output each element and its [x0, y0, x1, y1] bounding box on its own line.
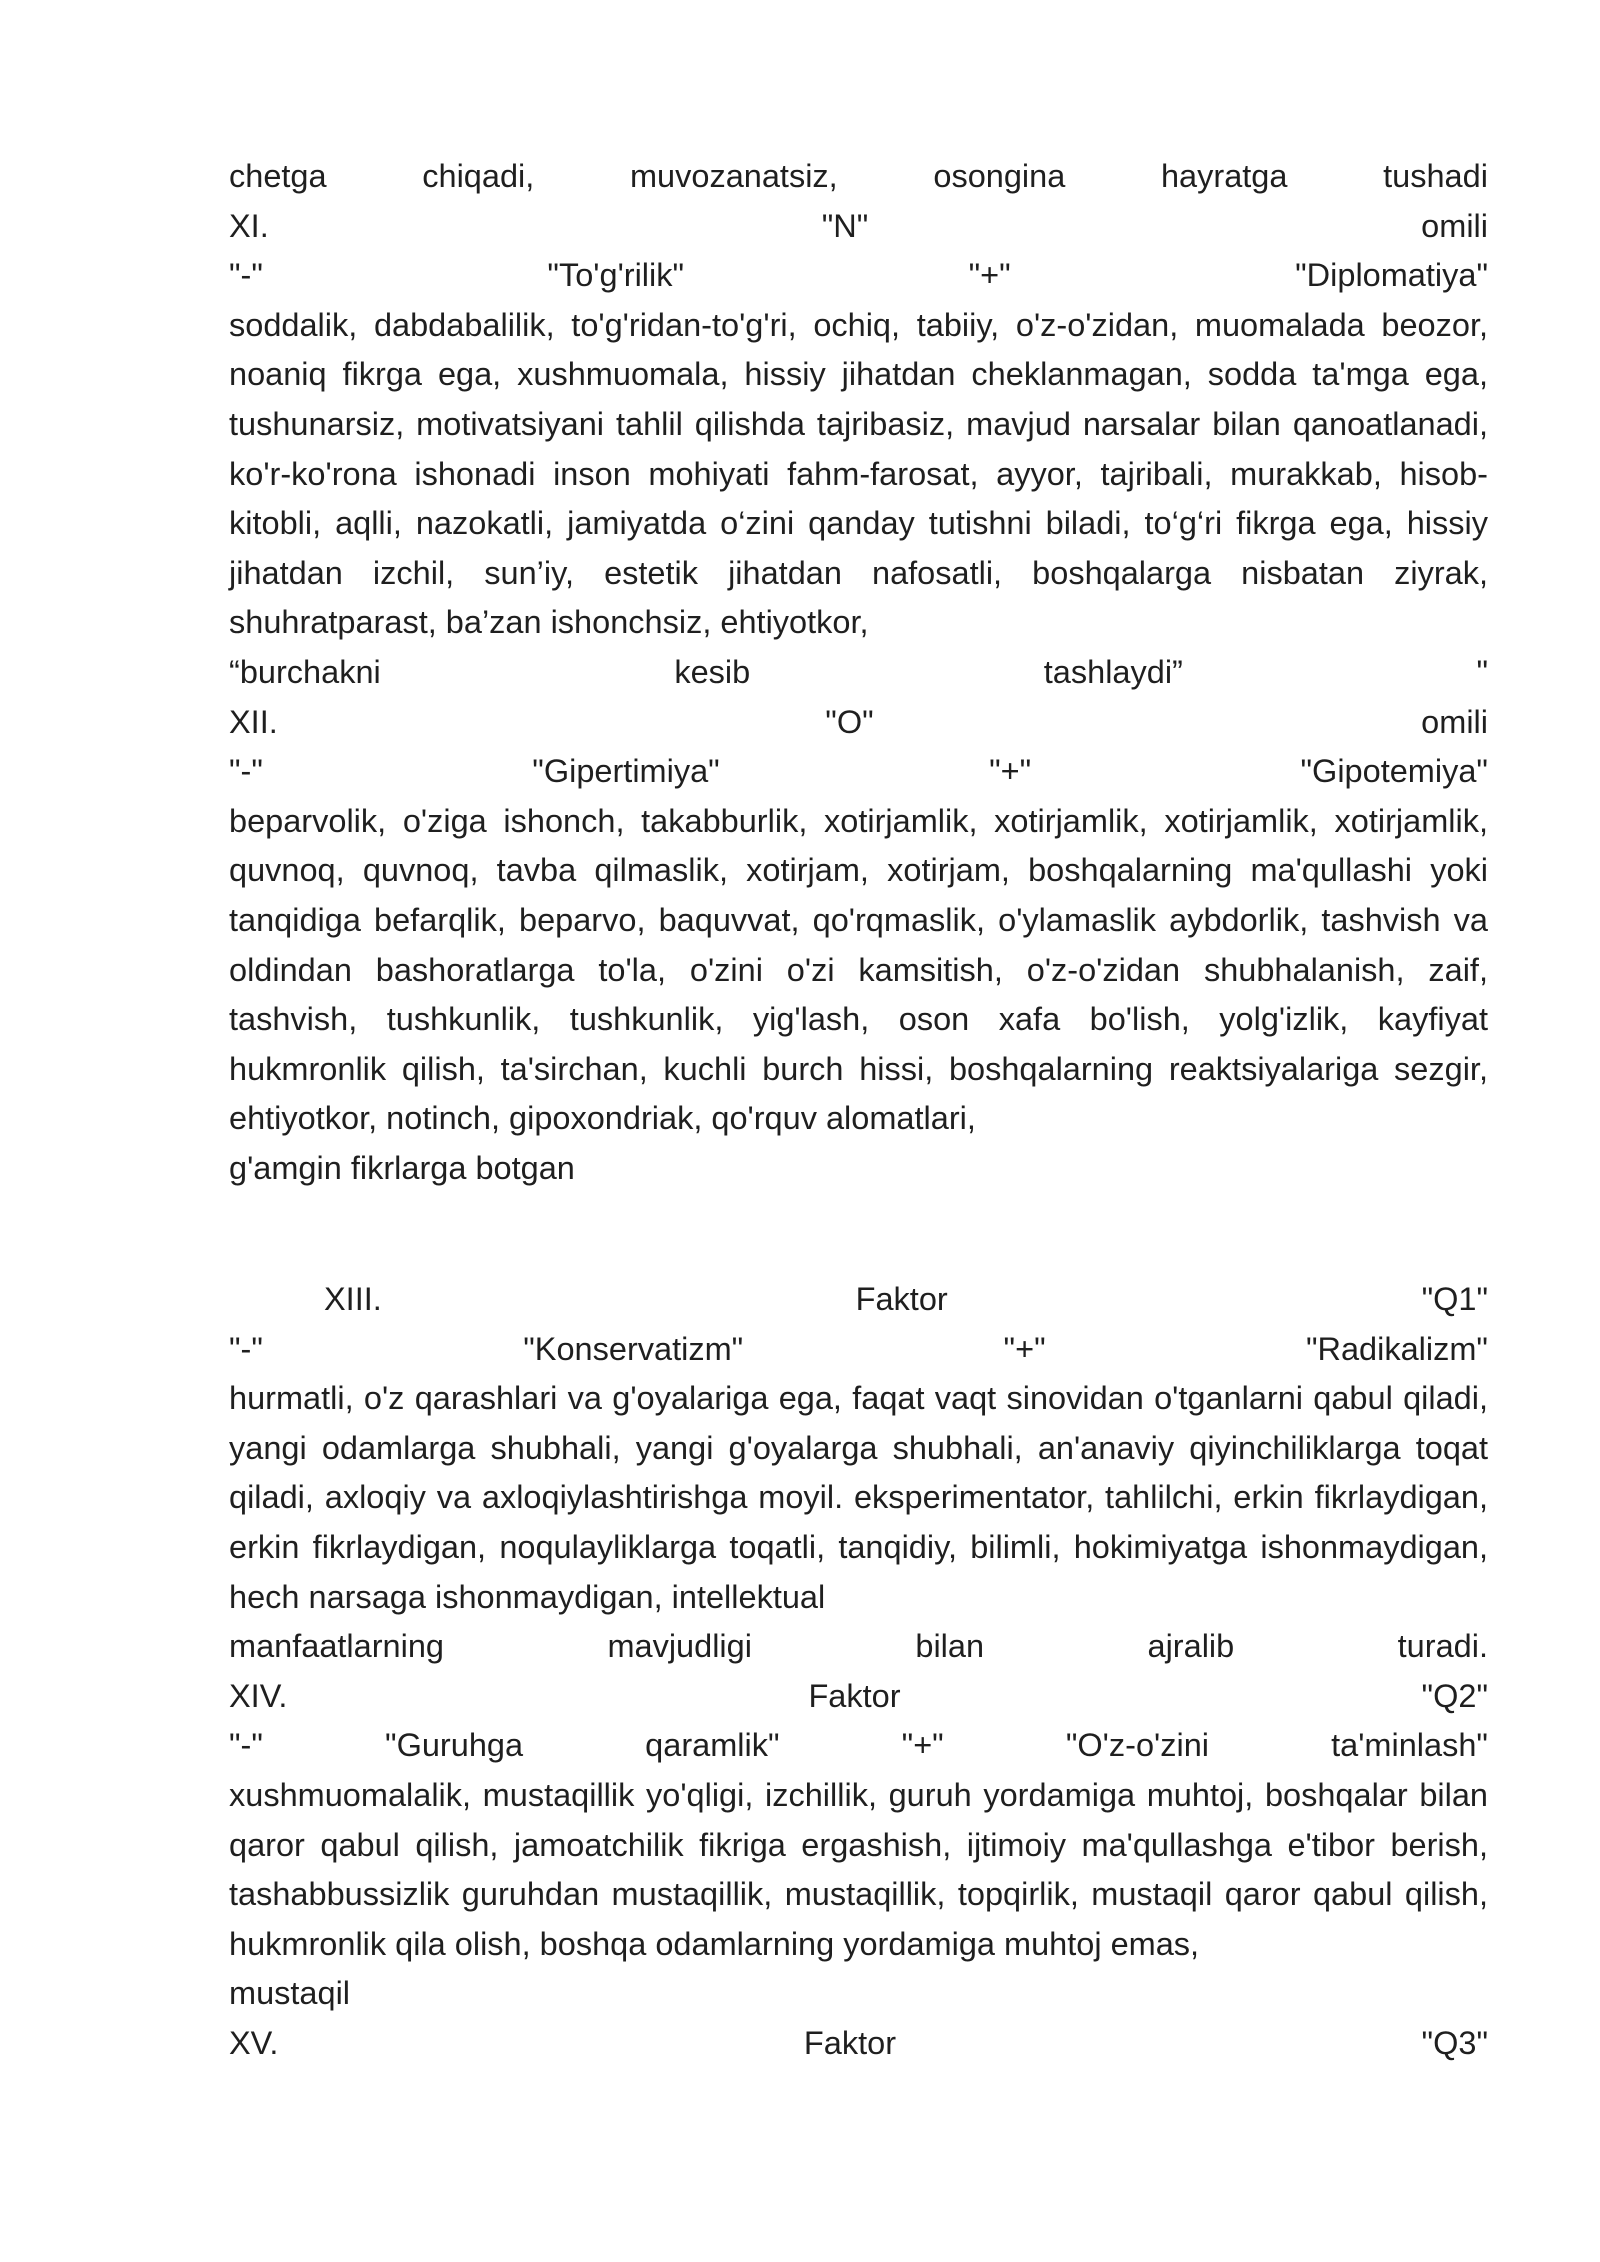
word: bilan: [915, 1628, 985, 1665]
factor-description-xii: beparvolik, o'ziga ishonch, takabburlik, xotirjamlik, xotirjamlik, xotirjamlik, xotirjamlik, quvnoq, quvnoq, tavba qilmaslik, xotirjam, xotirjam, boshqalarning ma'qullashi yoki tanqidiga befarqlik, beparvo, baquvvat, qo'rqmaslik, o'ylamaslik aybdorlik, tashvish va oldindan bashoratlarga to'la, o'zini o'zi kamsitish, o'z-o'zidan shubhalanish, zaif, tashvish, tushkunlik, tushkunlik, yig'lash, oson xafa bo'lish, yolg'izlik, kayfiyat hukmronlik qilish, ta'sirchan, kuchli burch hissi, boshqalarning reaktsiyalariga sezgir, ehtiyotkor, notinch, gipoxondriak, qo'rquv alomatlari,: [229, 802, 1488, 1137]
plus-sign: "+": [989, 753, 1032, 790]
factor-number: XII.: [229, 703, 278, 740]
positive-pole: "Gipotemiya": [1300, 753, 1488, 790]
negative-pole: "Gipertimiya": [532, 753, 720, 790]
word: muvozanatsiz,: [629, 158, 838, 194]
positive-pole-word: ta'minlash": [1331, 1727, 1488, 1764]
minus-sign: "-": [229, 1330, 263, 1367]
factor-code: "Q1": [1421, 1281, 1488, 1317]
factor-poles-xiii: [229, 1325, 1488, 1375]
negative-pole: "Konservatizm": [523, 1330, 744, 1367]
factor-number: XIII.: [324, 1281, 382, 1317]
word: ajralib: [1147, 1628, 1235, 1665]
positive-pole: "Radikalizm": [1305, 1330, 1488, 1367]
factor-label: Faktor: [855, 1281, 948, 1317]
factor-code: "Q3": [1421, 2024, 1488, 2061]
factor-number: XV.: [229, 2024, 279, 2061]
minus-sign: "-": [229, 257, 263, 294]
factor-section-n-o: [229, 152, 1488, 1193]
factor-label: omili: [1421, 703, 1488, 740]
factor-number: XIV.: [229, 1677, 288, 1714]
word: kesib: [674, 653, 751, 690]
minus-sign: "-": [229, 1727, 263, 1764]
positive-pole: "Diplomatiya": [1295, 257, 1488, 294]
factor-poles-xi: [229, 251, 1488, 301]
word: chiqadi,: [422, 158, 535, 194]
negative-pole: "To'g'rilik": [547, 257, 685, 294]
factor-code: "Q2": [1421, 1677, 1488, 1714]
factor-label: Faktor: [808, 1677, 901, 1714]
word: ": [1476, 653, 1488, 690]
word: manfaatlarning: [229, 1628, 444, 1665]
word: osongina: [933, 158, 1066, 194]
factor-number: XI.: [229, 207, 269, 244]
factor-section-q: [229, 1275, 1488, 2069]
positive-pole-word: "O'z-o'zini: [1065, 1727, 1209, 1764]
negative-pole-word: "Guruhga: [385, 1727, 524, 1764]
factor-poles-xii: [229, 747, 1488, 797]
factor-heading-xiii: [229, 1275, 1488, 1325]
word: tashlaydi”: [1043, 653, 1183, 690]
word: mavjudligi: [607, 1628, 752, 1665]
factor-description-xi: soddalik, dabdabalilik, to'g'ridan-to'g'ri, ochiq, tabiiy, o'z-o'zidan, muomalada beozor, noaniq fikrga ega, xushmuomala, hissiy jihatdan cheklanmagan, sodda ta'mga ega, tushunarsiz, motivatsiyani tahlil qilishda tajribasiz, mavjud narsalar bilan qanoatlanadi, ko'r-ko'rona ishonadi inson mohiyati fahm-farosat, ayyor, tajribali, murakkab, hisob-kitobli, aqlli, nazokatli, jamiyatda o‘zini qanday tutishni biladi, to‘g‘ri fikrga ega, hissiy jihatdan izchil, sun’iy, estetik jihatdan nafosatli, boshqalarga nisbatan ziyrak, shuhratparast, ba’zan ishonchsiz, ehtiyotkor,: [229, 306, 1488, 641]
text-line: [229, 1622, 1488, 1672]
factor-poles-xiv: [229, 1721, 1488, 1771]
factor-label: Faktor: [803, 2024, 897, 2061]
factor-heading-xii: [229, 698, 1488, 748]
factor-code: "N": [821, 207, 869, 244]
factor-description-xiii: hurmatli, o'z qarashlari va g'oyalariga ega, faqat vaqt sinovidan o'tganlarni qabul qiladi, yangi odamlarga shubhali, yangi g'oyalarga shubhali, an'anaviy qiyinchiliklarga toqat qiladi, axloqiy va axloqiylashtirishga moyil. eksperimentator, tahlilchi, erkin fikrlaydigan, erkin fikrlaydigan, noqulayliklarga toqatli, tanqidiy, bilimli, hokimiyatga ishonmaydigan, hech narsaga ishonmaydigan, intellektual: [229, 1380, 1488, 1615]
negative-pole-word: qaramlik": [645, 1727, 780, 1764]
plus-sign: "+": [901, 1727, 944, 1764]
text-line-last: mustaqil: [229, 1975, 351, 2012]
minus-sign: "-": [229, 753, 263, 790]
text-line: [229, 648, 1488, 698]
word: turadi.: [1397, 1628, 1488, 1665]
text-line: [229, 152, 1488, 202]
factor-heading-xi: [229, 202, 1488, 252]
factor-heading-xiv: [229, 1672, 1488, 1722]
word: “burchakni: [229, 653, 381, 690]
word: hayratga: [1160, 158, 1288, 194]
word: chetga: [229, 158, 327, 194]
factor-label: omili: [1421, 207, 1488, 244]
word: tushadi: [1383, 158, 1488, 194]
plus-sign: "+": [968, 257, 1011, 294]
factor-code: "O": [825, 703, 874, 740]
text-line-last: g'amgin fikrlarga botgan: [229, 1149, 575, 1186]
factor-description-xiv: xushmuomalalik, mustaqillik yo'qligi, izchillik, guruh yordamiga muhtoj, boshqalar bilan qaror qabul qilish, jamoatchilik fikriga ergashish, ijtimoiy ma'qullashga e'tibor berish, tashabbussizlik guruhdan mustaqillik, mustaqillik, topqirlik, mustaqil qaror qabul qilish, hukmronlik qila olish, boshqa odamlarning yordamiga muhtoj emas,: [229, 1776, 1488, 1962]
plus-sign: "+": [1003, 1330, 1046, 1367]
factor-heading-xv: [229, 2019, 1488, 2069]
